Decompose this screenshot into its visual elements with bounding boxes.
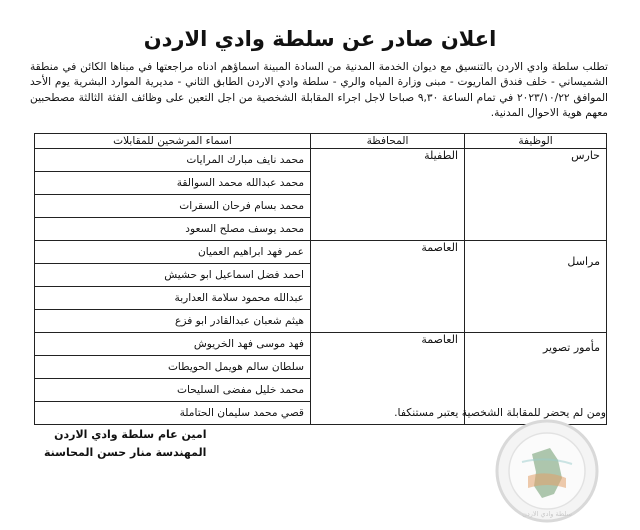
seal-text: سلطة وادي الاردن	[522, 510, 572, 518]
governorate-cell: العاصمة	[311, 241, 465, 333]
header-job: الوظيفة	[465, 134, 607, 149]
signature-block	[44, 426, 206, 462]
header-governorate: المحافظة	[311, 134, 465, 149]
table-header-row	[35, 134, 607, 149]
signature-name: المهندسة منار حسن المحاسنة	[44, 446, 207, 459]
table-row	[35, 149, 607, 172]
seal-icon	[492, 416, 602, 526]
candidate-name: محمد خليل مفضى السليحات	[35, 379, 311, 402]
governorate-cell: الطفيلة	[311, 149, 465, 241]
candidate-name: محمد يوسف مصلح السعود	[35, 218, 311, 241]
intro-paragraph: تطلب سلطة وادي الاردن بالتنسيق مع ديوان الخدمة المدنية من السادة المبينة اسماؤهم ادناه مراجعتها في مبناها الكائن في منطقة الشميساني - خلف فندق الماريوت - مبنى وزارة المياه والري - سلطة وادي الاردن الطابق الثاني - مديرية الموارد البشرية يوم الأحد الموافق ٢٠٢٣/١٠/٢٢ في تمام الساعة ٩,٣٠ صباحا لاجل اجراء المقابلة الشخصية من اجل التعين على وظائف الفئة الثالثة مصطحبين معهم هوية الاحوال المدنية.	[30, 61, 608, 120]
table-row	[35, 333, 607, 356]
candidate-name: فهد موسى فهد الخريوش	[35, 333, 311, 356]
job-cell: مراسل	[465, 241, 607, 333]
candidate-name: احمد فضل اسماعيل ابو حشيش	[35, 264, 311, 287]
header-candidates: اسماء المرشحين للمقابلات	[35, 134, 311, 149]
candidate-name: عمر فهد ابراهيم العميان	[35, 241, 311, 264]
candidate-name: سلطان سالم هويمل الحويطات	[35, 356, 311, 379]
candidate-name: عبدالله محمود سلامة العداربة	[35, 287, 311, 310]
candidate-name: محمد بسام فرحان السقرات	[35, 195, 311, 218]
document-title: اعلان صادر عن سلطة وادي الاردن	[143, 27, 497, 51]
job-cell: حارس	[465, 149, 607, 241]
candidate-name: قصي محمد سليمان الحتاملة	[35, 402, 311, 425]
candidates-table	[34, 133, 607, 425]
governorate-cell: العاصمة	[311, 333, 465, 425]
candidate-name: محمد نايف مبارك المرايات	[35, 149, 311, 172]
candidate-name: هيثم شعبان عبدالقادر ابو فزع	[35, 310, 311, 333]
signature-title: امين عام سلطة وادي الاردن	[54, 428, 207, 441]
job-cell: مأمور تصوير	[465, 333, 607, 425]
absence-note: ومن لم يحضر للمقابلة الشخصية يعتبر مستنكفا.	[394, 406, 606, 419]
table-row	[35, 241, 607, 264]
candidate-name: محمد عبدالله محمد السوالقة	[35, 172, 311, 195]
